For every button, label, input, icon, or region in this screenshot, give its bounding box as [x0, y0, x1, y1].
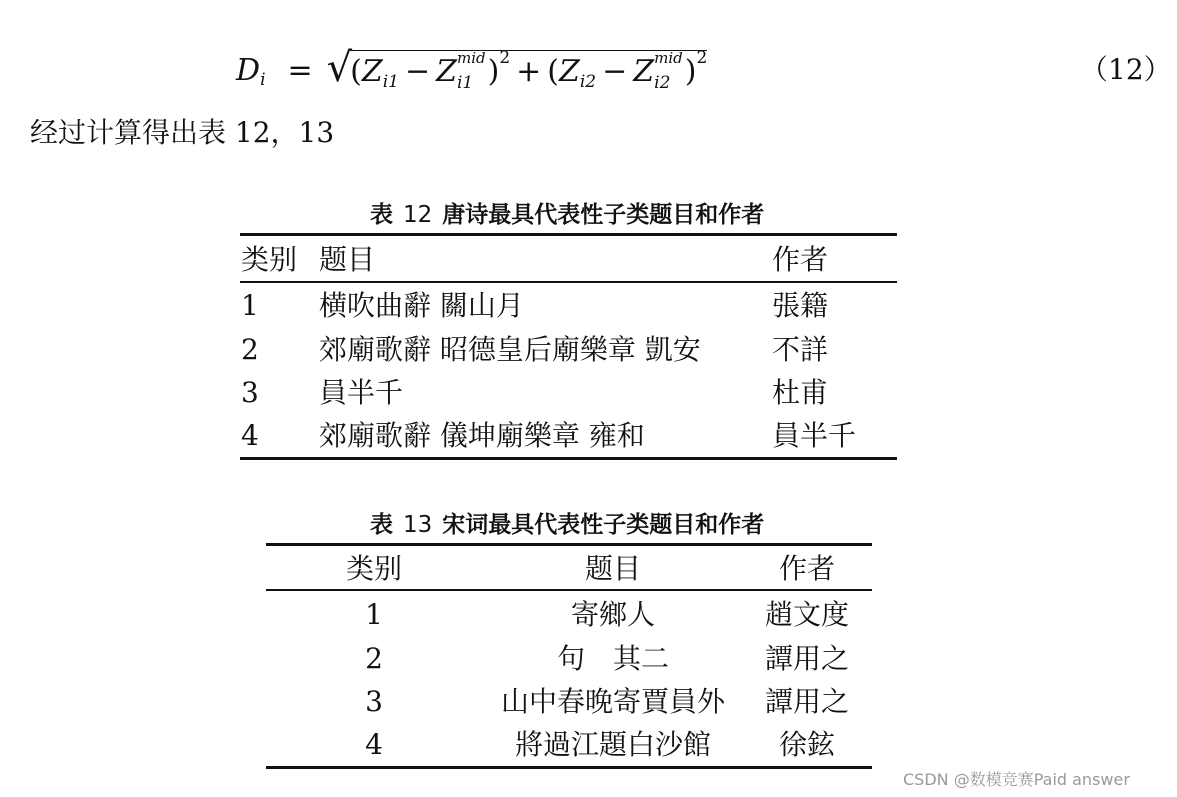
table12-header-author: 作者 [772, 243, 829, 276]
close-paren-2: ) [684, 54, 697, 89]
table12-caption-number: 12 [403, 202, 433, 228]
table12-row3-category: 3 [241, 376, 259, 409]
term2-sub: i1 [456, 72, 474, 93]
table12-caption [370, 196, 764, 229]
table13-mid-rule [266, 589, 872, 591]
table13-row1-author: 趙文度 [764, 598, 849, 631]
table13-header-category: 类别 [345, 552, 402, 585]
table13-header-title: 题目 [584, 552, 641, 585]
table12-mid-rule [240, 281, 897, 283]
table13-top-rule [266, 543, 872, 546]
table13-caption [370, 506, 764, 539]
open-paren: ( [350, 54, 362, 89]
plus-op: + [516, 54, 542, 89]
open-paren-2: ( [547, 54, 560, 89]
exponent-2: 2 [696, 47, 708, 68]
table13-caption-title: 宋词最具代表性子类题目和作者 [442, 512, 765, 538]
table12-row2-title: 郊廟歌辭 昭德皇后廟樂章 凱安 [319, 333, 701, 366]
radicand [350, 47, 708, 93]
table13-row3-category: 3 [365, 685, 383, 718]
table12-bottom-rule [240, 457, 897, 460]
table12-caption-prefix: 表 [370, 202, 393, 228]
minus-op-2: − [602, 54, 628, 89]
table13-row4-title: 將過江題白沙館 [514, 728, 711, 761]
table12-header-category: 类别 [241, 243, 298, 276]
table13-row2-title: 句 其二 [556, 642, 669, 675]
table13-row3-title: 山中春晚寄賈員外 [500, 685, 725, 718]
table12-top-rule [240, 233, 897, 236]
formula-equals: = [287, 52, 313, 88]
table12-row2-author: 不詳 [772, 333, 829, 366]
table13-row3-author: 譚用之 [764, 685, 849, 718]
body-paragraph: 经过计算得出表 12，13 [30, 116, 335, 149]
table13-row2-author: 譚用之 [764, 642, 849, 675]
formula-lhs-sub: i [260, 70, 266, 90]
table13-caption-number: 13 [403, 512, 433, 538]
table12-row1-category: 1 [241, 289, 259, 322]
exponent-1: 2 [499, 47, 511, 68]
term2-var: Z [436, 54, 457, 89]
table13-row4-category: 4 [365, 728, 383, 761]
term4-sup: mid [654, 48, 683, 67]
formula-lhs-var: D [236, 52, 261, 88]
table13-caption-prefix: 表 [370, 512, 393, 538]
term1-var: Z [361, 54, 383, 89]
table12-header-title: 题目 [319, 243, 376, 276]
table12-row4-category: 4 [241, 419, 259, 452]
minus-op: − [404, 54, 431, 89]
table13-row2-category: 2 [365, 642, 383, 675]
square-root [326, 45, 708, 93]
table13-row4-author: 徐鉉 [778, 728, 835, 761]
table12-row2-category: 2 [241, 333, 259, 366]
table12-row3-title: 員半千 [319, 376, 404, 409]
term3-sub: i2 [579, 71, 597, 92]
csdn-watermark: CSDN @数模竞赛Paid answer [903, 770, 1130, 789]
term3-var: Z [559, 54, 580, 89]
table13-bottom-rule [266, 766, 872, 769]
table13-header-author: 作者 [778, 552, 835, 585]
term1-sub: i1 [382, 71, 399, 92]
term4-var: Z [633, 54, 655, 89]
table13-row1-title: 寄鄉人 [570, 598, 655, 631]
table12-row1-title: 横吹曲辭 關山月 [319, 289, 524, 322]
close-paren: ) [487, 54, 500, 89]
table12-row4-title: 郊廟歌辭 儀坤廟樂章 雍和 [319, 419, 645, 452]
term4-sub: i2 [654, 72, 671, 93]
distance-formula [236, 40, 707, 100]
table12-row3-author: 杜甫 [772, 376, 829, 409]
radical-sign-icon: √ [326, 45, 353, 91]
table12-row4-author: 員半千 [772, 419, 857, 452]
term4-scripts [654, 48, 683, 93]
table12-caption-title: 唐诗最具代表性子类题目和作者 [442, 202, 765, 228]
term2-sup: mid [456, 48, 486, 67]
table12-row1-author: 張籍 [772, 289, 829, 322]
term2-scripts [456, 48, 486, 93]
equation-number: （12） [1080, 53, 1172, 86]
table13-row1-category: 1 [365, 598, 383, 631]
